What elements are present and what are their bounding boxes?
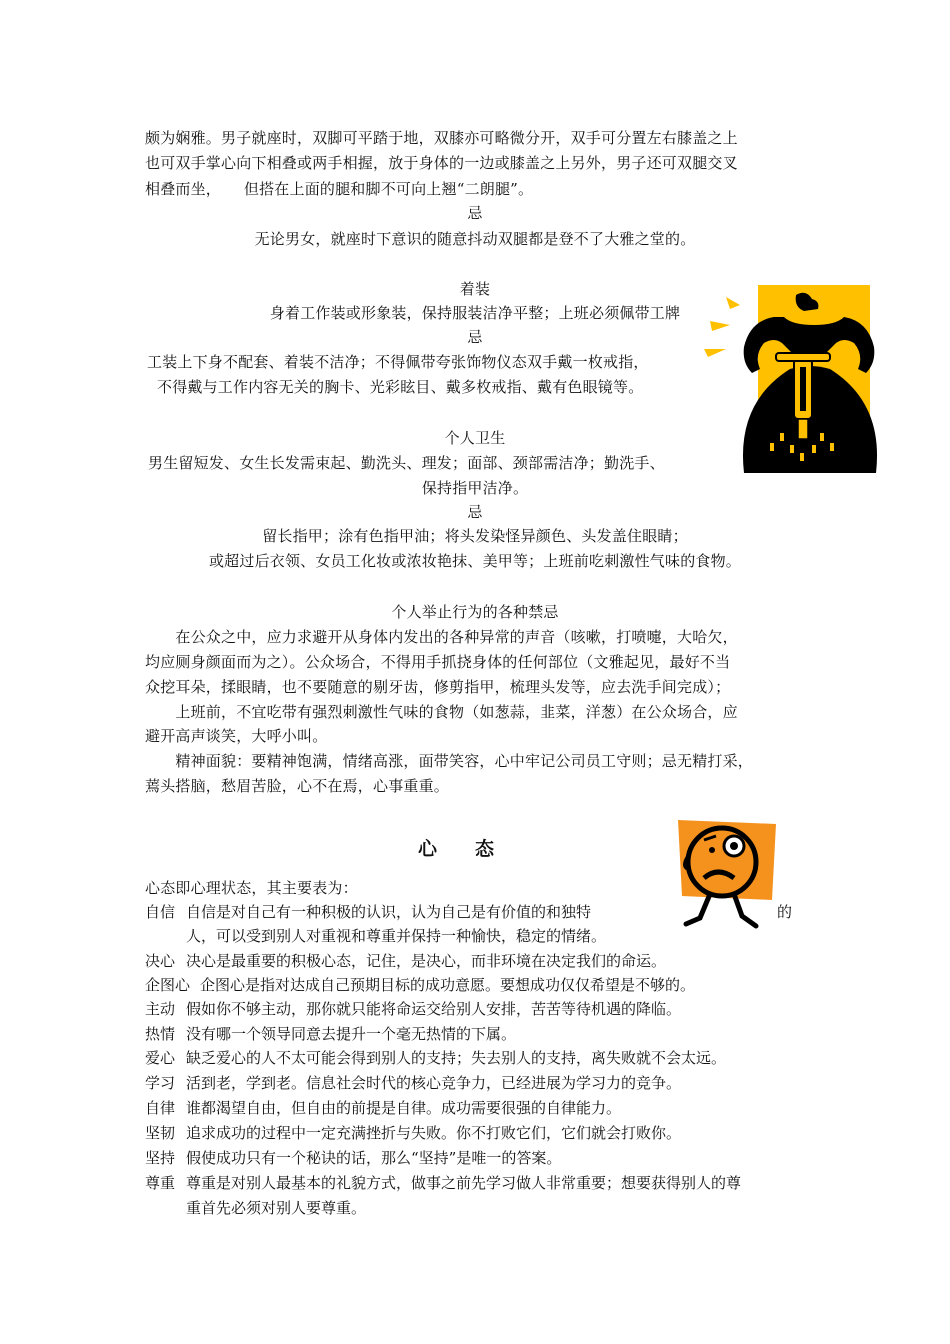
sitting-taboo-text: 无论男女，就座时下意识的随意抖动双腿都是登不了大雅之堂的。 <box>254 230 696 248</box>
def-enthusiasm: 没有哪一个领导同意去提升一个毫无热情的下属。 <box>186 1025 517 1043</box>
sitting-taboo-label: 忌 <box>467 204 483 222</box>
def-respect-line-2: 重首先必须对别人要尊重。 <box>186 1199 367 1217</box>
hygiene-taboo-line-1: 留长指甲；涂有色指甲油；将头发染怪异颜色、头发盖住眼睛； <box>262 527 688 545</box>
term-confidence: 自信 <box>145 903 176 921</box>
def-confidence-line-1: 自信是对自己有一种积极的认识，认为自己是有价值的和独特 <box>186 903 592 921</box>
dress-line: 身着工作装或形象装，保持服装洁净平整；上班必须佩带工牌 <box>269 304 681 322</box>
hygiene-title: 个人卫生 <box>444 429 506 447</box>
term-determination: 决心 <box>145 952 176 970</box>
dress-taboo-label: 忌 <box>467 328 483 346</box>
hygiene-taboo-label: 忌 <box>467 503 483 521</box>
def-love: 缺乏爱心的人不太可能会得到别人的支持；失去别人的支持，离失败就不会太远。 <box>186 1049 727 1067</box>
term-self-discipline: 自律 <box>145 1099 176 1117</box>
term-ambition: 企图心 <box>145 976 191 994</box>
mentality-intro: 心态即心理状态，其主要表为： <box>145 879 358 897</box>
term-enthusiasm: 热情 <box>145 1025 176 1043</box>
def-confidence-line-1-end: 的 <box>777 903 793 921</box>
def-ambition: 企图心是指对达成自己预期目标的成功意愿。要想成功仅仅希望是不够的。 <box>200 976 696 994</box>
behavior-line-7: 蔫头搭脑，愁眉苦脸，心不在焉，心事重重。 <box>145 777 450 795</box>
term-respect: 尊重 <box>145 1174 176 1192</box>
behavior-title: 个人举止行为的各种禁忌 <box>391 603 559 621</box>
behavior-line-6: 精神面貌：要精神饱满，情绪高涨，面带笑容，心中牢记公司员工守则；忌无精打采， <box>145 752 754 770</box>
term-love: 爱心 <box>145 1049 176 1067</box>
def-determination: 决心是最重要的积极心态，记住，是决心，而非环境在决定我们的命运。 <box>186 952 667 970</box>
hygiene-line-2: 保持指甲洁净。 <box>421 479 529 497</box>
def-learning: 活到老，学到老。信息社会时代的核心竞争力，已经进展为学习力的竞争。 <box>186 1074 682 1092</box>
behavior-line-4: 上班前，不宜吃带有强烈刺激性气味的食物（如葱蒜，韭菜，洋葱）在公众场合，应 <box>145 703 738 721</box>
def-confidence-line-2: 人，可以受到别人对重视和尊重并保持一种愉快，稳定的情绪。 <box>186 927 607 945</box>
dress-taboo-line-2: 不得戴与工作内容无关的胸卡、光彩眩目、戴多枚戒指、戴有色眼镜等。 <box>157 378 644 396</box>
def-self-discipline: 谁都渴望自由，但自由的前提是自律。成功需要很强的自律能力。 <box>186 1099 622 1117</box>
term-initiative: 主动 <box>145 1000 176 1018</box>
term-learning: 学习 <box>145 1074 176 1092</box>
dress-taboo-line-1: 工装上下身不配套、着装不洁净；不得佩带夸张饰物仪态双手戴一枚戒指， <box>147 353 649 371</box>
def-initiative: 假如你不够主动，那你就只能将命运交给别人安排，苦苦等待机遇的降临。 <box>186 1000 682 1018</box>
behavior-line-1: 在公众之中，应力求避开从身体内发出的各种异常的声音（咳嗽，打喷嚏，大哈欠， <box>145 628 738 646</box>
behavior-line-3: 众挖耳朵，揉眼睛，也不要随意的剔牙齿，修剪指甲，梳理头发等，应去洗手间完成）； <box>145 678 731 696</box>
sitting-line-1: 颇为娴雅。男子就座时，双脚可平踏于地，双膝亦可略微分开，双手可分置左右膝盖之上 <box>145 129 738 147</box>
hygiene-taboo-line-2: 或超过后衣领、女员工化妆或浓妆艳抹、美甲等；上班前吃刺激性气味的食物。 <box>208 552 741 570</box>
dress-title: 着装 <box>459 280 491 298</box>
term-persistence: 坚持 <box>145 1149 176 1167</box>
def-tenacity: 追求成功的过程中一定充满挫折与失败。你不打败它们，它们就会打败你。 <box>186 1124 682 1142</box>
mentality-heading: 心态 <box>417 838 532 860</box>
sitting-line-2: 也可双手掌心向下相叠或两手相握，放于身体的一边或膝盖之上另外，男子还可双腿交叉 <box>145 154 738 172</box>
hygiene-line-1: 男生留短发、女生长发需束起、勤洗头、理发；面部、颈部需洁净；勤洗手、 <box>148 454 665 472</box>
def-respect-line-1: 尊重是对别人最基本的礼貌方式，做事之前先学习做人非常重要；想要获得别人的尊 <box>186 1174 742 1192</box>
worried-face-icon <box>660 816 780 936</box>
behavior-line-5: 避开高声谈笑，大呼小叫。 <box>145 727 328 745</box>
jackhammer-worker-icon <box>700 283 880 483</box>
sitting-line-3: 相叠而坐， 但搭在上面的腿和脚不可向上翘“二朗腿”。 <box>145 180 534 198</box>
def-persistence: 假使成功只有一个秘诀的话，那么“坚持”是唯一的答案。 <box>186 1149 562 1167</box>
behavior-line-2: 均应厕身颜面而为之）。公众场合，不得用手抓挠身体的任何部位（文雅起见，最好不当 <box>145 653 731 671</box>
term-tenacity: 坚韧 <box>145 1124 176 1142</box>
